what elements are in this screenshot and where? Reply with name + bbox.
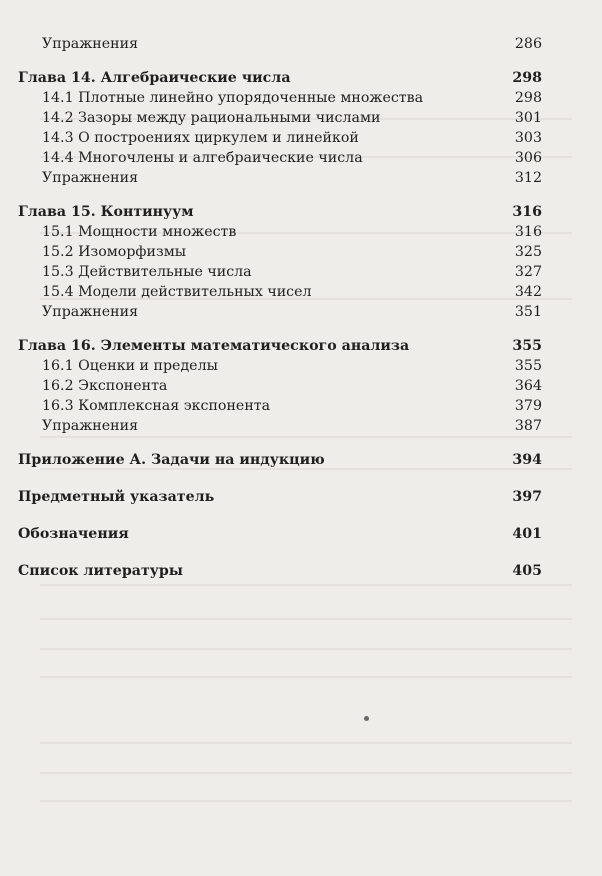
toc-section-14-2 — [18, 108, 542, 128]
toc-section-15-2 — [18, 242, 542, 262]
section-page: 351 — [514, 304, 542, 320]
toc-section-15-1 — [18, 222, 542, 242]
bleed-through-line — [40, 676, 572, 678]
toc-section-15-4 — [18, 282, 542, 302]
bibliography-title: Список литературы — [18, 563, 183, 579]
toc-subject-index — [18, 487, 542, 507]
section-page: 325 — [514, 244, 542, 260]
notation-title: Обозначения — [18, 526, 129, 542]
bleed-through-line — [40, 584, 572, 586]
section-page: 316 — [514, 224, 542, 240]
ink-speck — [364, 716, 369, 721]
toc-section-16-3 — [18, 396, 542, 416]
notation-page: 401 — [512, 526, 542, 542]
bleed-through-line — [40, 648, 572, 650]
section-title: 15.3 Действительные числа — [42, 264, 252, 280]
toc-section-15-exercises — [18, 302, 542, 322]
section-page: 364 — [514, 378, 542, 394]
toc-entry-title: Упражнения — [42, 36, 139, 52]
chapter-title: Глава 15. Континуум — [18, 204, 194, 220]
section-title: 15.2 Изоморфизмы — [42, 244, 187, 260]
toc-chapter-16 — [18, 336, 542, 356]
section-title: Упражнения — [42, 170, 139, 186]
toc-chapter-14 — [18, 68, 542, 88]
section-page: 298 — [514, 90, 542, 106]
section-title: 14.1 Плотные линейно упорядоченные множества — [42, 90, 424, 106]
toc-chapter-15 — [18, 202, 542, 222]
section-title: 14.2 Зазоры между рациональными числами — [42, 110, 381, 126]
appendix-title: Приложение А. Задачи на индукцию — [18, 452, 325, 468]
toc-section-14-exercises — [18, 168, 542, 188]
section-page: 327 — [514, 264, 542, 280]
section-title: 14.4 Многочлены и алгебраические числа — [42, 150, 363, 166]
section-title: 16.3 Комплексная экспонента — [42, 398, 271, 414]
section-page: 303 — [514, 130, 542, 146]
chapter-page: 298 — [512, 70, 542, 86]
section-title: Упражнения — [42, 418, 139, 434]
section-title: 16.1 Оценки и пределы — [42, 358, 218, 374]
section-title: 15.1 Мощности множеств — [42, 224, 237, 240]
bleed-through-line — [40, 618, 572, 620]
section-title: 15.4 Модели действительных чисел — [42, 284, 312, 300]
section-page: 301 — [514, 110, 542, 126]
section-page: 387 — [514, 418, 542, 434]
appendix-page: 394 — [512, 452, 542, 468]
toc-section-14-4 — [18, 148, 542, 168]
section-title: 14.3 О построениях циркулем и линейкой — [42, 130, 359, 146]
bleed-through-line — [40, 742, 572, 744]
toc-section-15-3 — [18, 262, 542, 282]
toc-bibliography — [18, 561, 542, 581]
chapter-title: Глава 14. Алгебраические числа — [18, 70, 291, 86]
toc-entry-page: 286 — [514, 36, 542, 52]
toc-section-16-exercises — [18, 416, 542, 436]
section-page: 355 — [514, 358, 542, 374]
subject-index-page: 397 — [512, 489, 542, 505]
subject-index-title: Предметный указатель — [18, 489, 215, 505]
toc-section-16-1 — [18, 356, 542, 376]
toc-section-14-1 — [18, 88, 542, 108]
section-page: 379 — [514, 398, 542, 414]
toc-section-14-3 — [18, 128, 542, 148]
chapter-page: 316 — [512, 204, 542, 220]
section-page: 306 — [514, 150, 542, 166]
chapter-title: Глава 16. Элементы математического анализа — [18, 338, 410, 354]
toc-section-16-2 — [18, 376, 542, 396]
section-title: 16.2 Экспонента — [42, 378, 168, 394]
toc-notation — [18, 524, 542, 544]
bleed-through-line — [40, 800, 572, 802]
section-title: Упражнения — [42, 304, 139, 320]
bleed-through-line — [40, 772, 572, 774]
section-page: 342 — [514, 284, 542, 300]
bibliography-page: 405 — [512, 563, 542, 579]
chapter-page: 355 — [512, 338, 542, 354]
toc-entry-exercises-13 — [18, 34, 542, 54]
table-of-contents — [18, 34, 542, 581]
section-page: 312 — [514, 170, 542, 186]
toc-appendix-a — [18, 450, 542, 470]
